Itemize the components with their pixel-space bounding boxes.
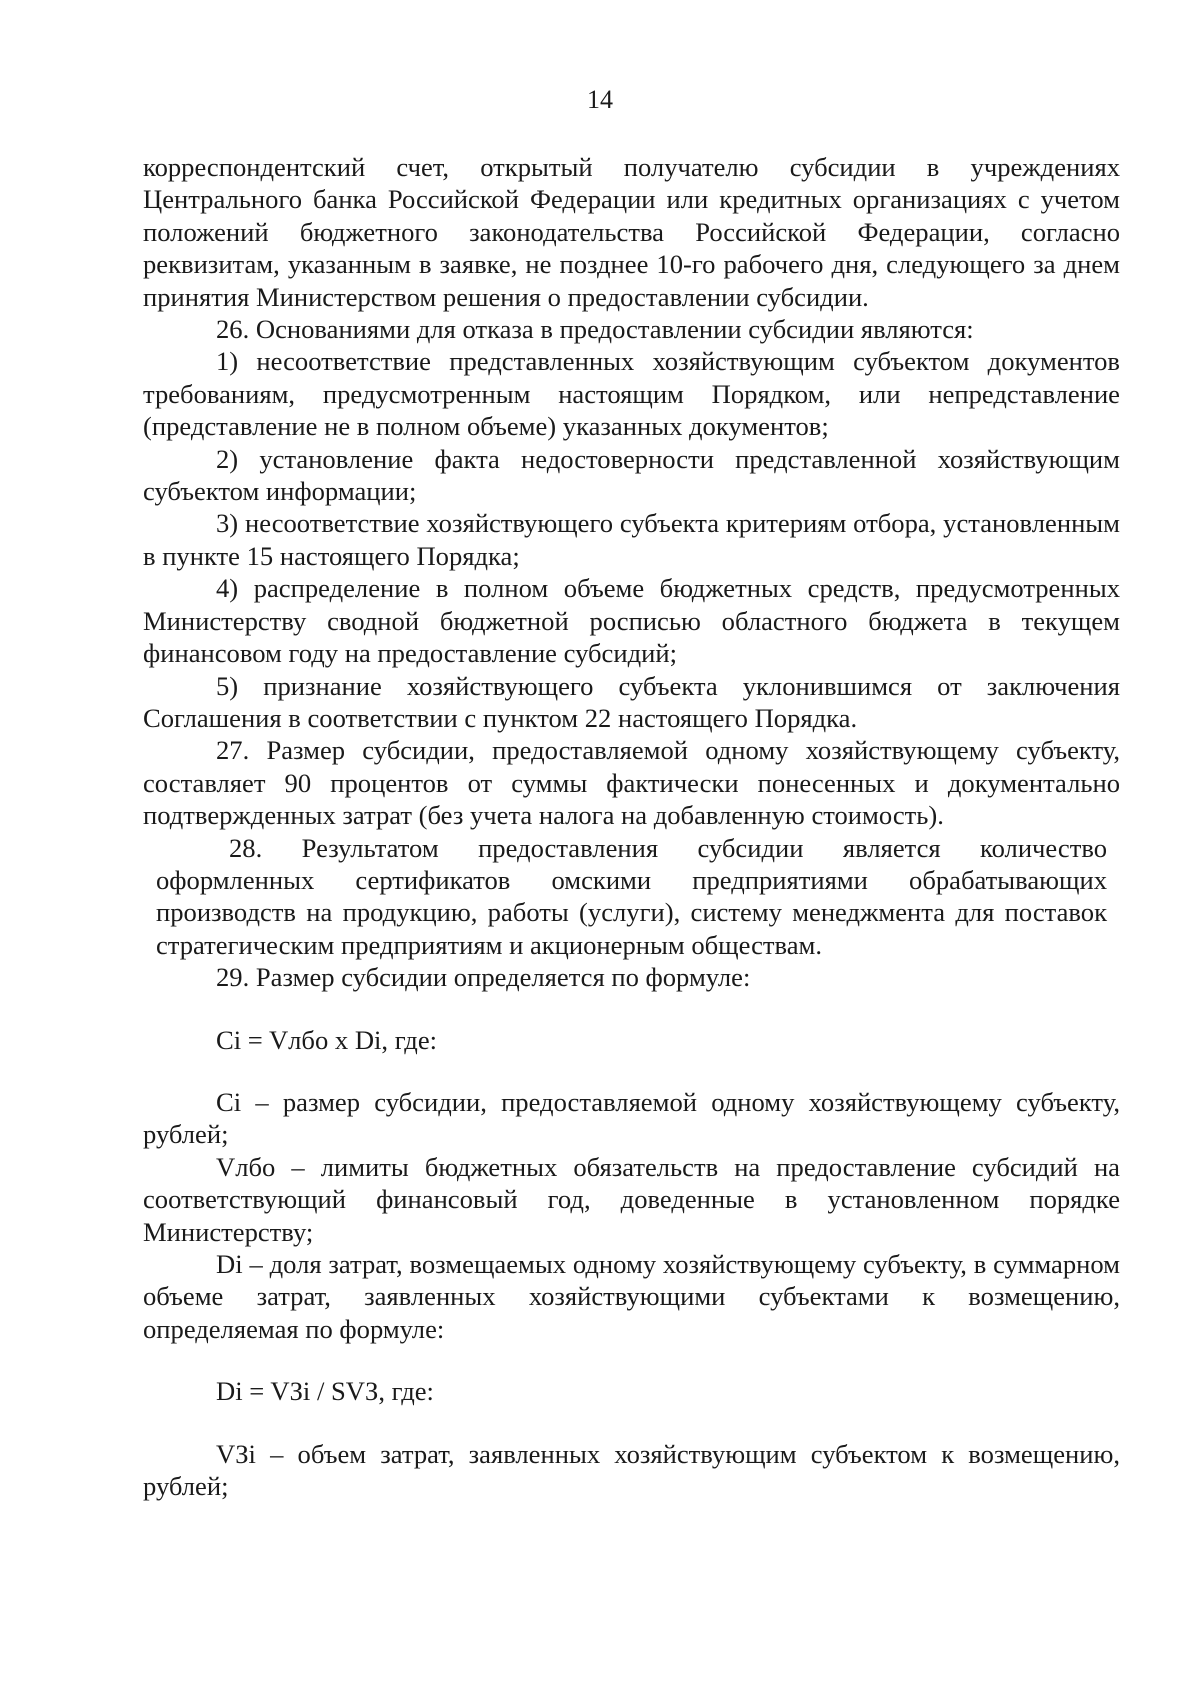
formula-ci: Ci = Vлбо x Di, где: [216,1024,438,1055]
document-body [143,151,1120,1502]
definition-di: Di – доля затрат, возмещаемых одному хозяйствующему субъекту, в суммарном объеме затрат, заявленных хозяйствующими субъектами к возмещению, определяемая по формуле: [143,1249,1120,1344]
definition-ci: Ci – размер субсидии, предоставляемой одному хозяйствующему субъекту, рублей; [143,1086,1120,1150]
paragraph-27: 27. Размер субсидии, предоставляемой одному хозяйствующему субъекту, составляет 90 процентов от суммы фактически понесенных и документально подтвержденных затрат (без учета налога на добавленную стоимость). [143,735,1120,831]
paragraph-26-item-2: 2) установление факта недостоверности представленной хозяйствующим субъектом информации; [143,443,1120,507]
formula-di: Di = VЗi / SVЗ, где: [216,1376,434,1407]
definition-vzi: VЗi – объем затрат, заявленных хозяйствующим субъектом к возмещению, рублей; [143,1438,1120,1502]
page-number: 14 [587,85,613,114]
paragraph-28: 28. Результатом предоставления субсидии является количество оформленных сертификатов омскими предприятиями обрабатывающих производств на продукцию, работы (услуги), систему менеджмента для поставок стратегическим предприятиям и акционерным обществам. [156,832,1107,960]
paragraph-26: 26. Основаниями для отказа в предоставлении субсидии являются: [216,314,974,345]
paragraph-26-item-5: 5) признание хозяйствующего субъекта уклонившимся от заключения Соглашения в соответствии с пунктом 22 настоящего Порядка. [143,670,1120,733]
definition-vlbo: Vлбо – лимиты бюджетных обязательств на предоставление субсидий на соответствующий финансовый год, доведенные в установленном порядке Министерству; [143,1151,1120,1247]
paragraph-26-item-1: 1) несоответствие представленных хозяйствующим субъектом документов требованиям, предусмотренным настоящим Порядком, или непредставление (представление не в полном объеме) указанных документов; [143,346,1120,442]
paragraph-intro: корреспондентский счет, открытый получателю субсидии в учреждениях Центрального банка Российской Федерации или кредитных организациях с учетом положений бюджетного законодательства Российской Федерации, согласно реквизитам, указанным в заявке, не позднее 10-го рабочего дня, следующего за днем принятия Министерством решения о предоставлении субсидии. [143,152,1120,312]
paragraph-26-item-4: 4) распределение в полном объеме бюджетных средств, предусмотренных Министерству сводной бюджетной росписью областного бюджета в текущем финансовом году на предоставление субсидий; [143,573,1120,669]
paragraph-29: 29. Размер субсидии определяется по формуле: [216,962,751,993]
paragraph-26-item-3: 3) несоответствие хозяйствующего субъекта критериям отбора, установленным в пункте 15 настоящего Порядка; [143,508,1120,571]
